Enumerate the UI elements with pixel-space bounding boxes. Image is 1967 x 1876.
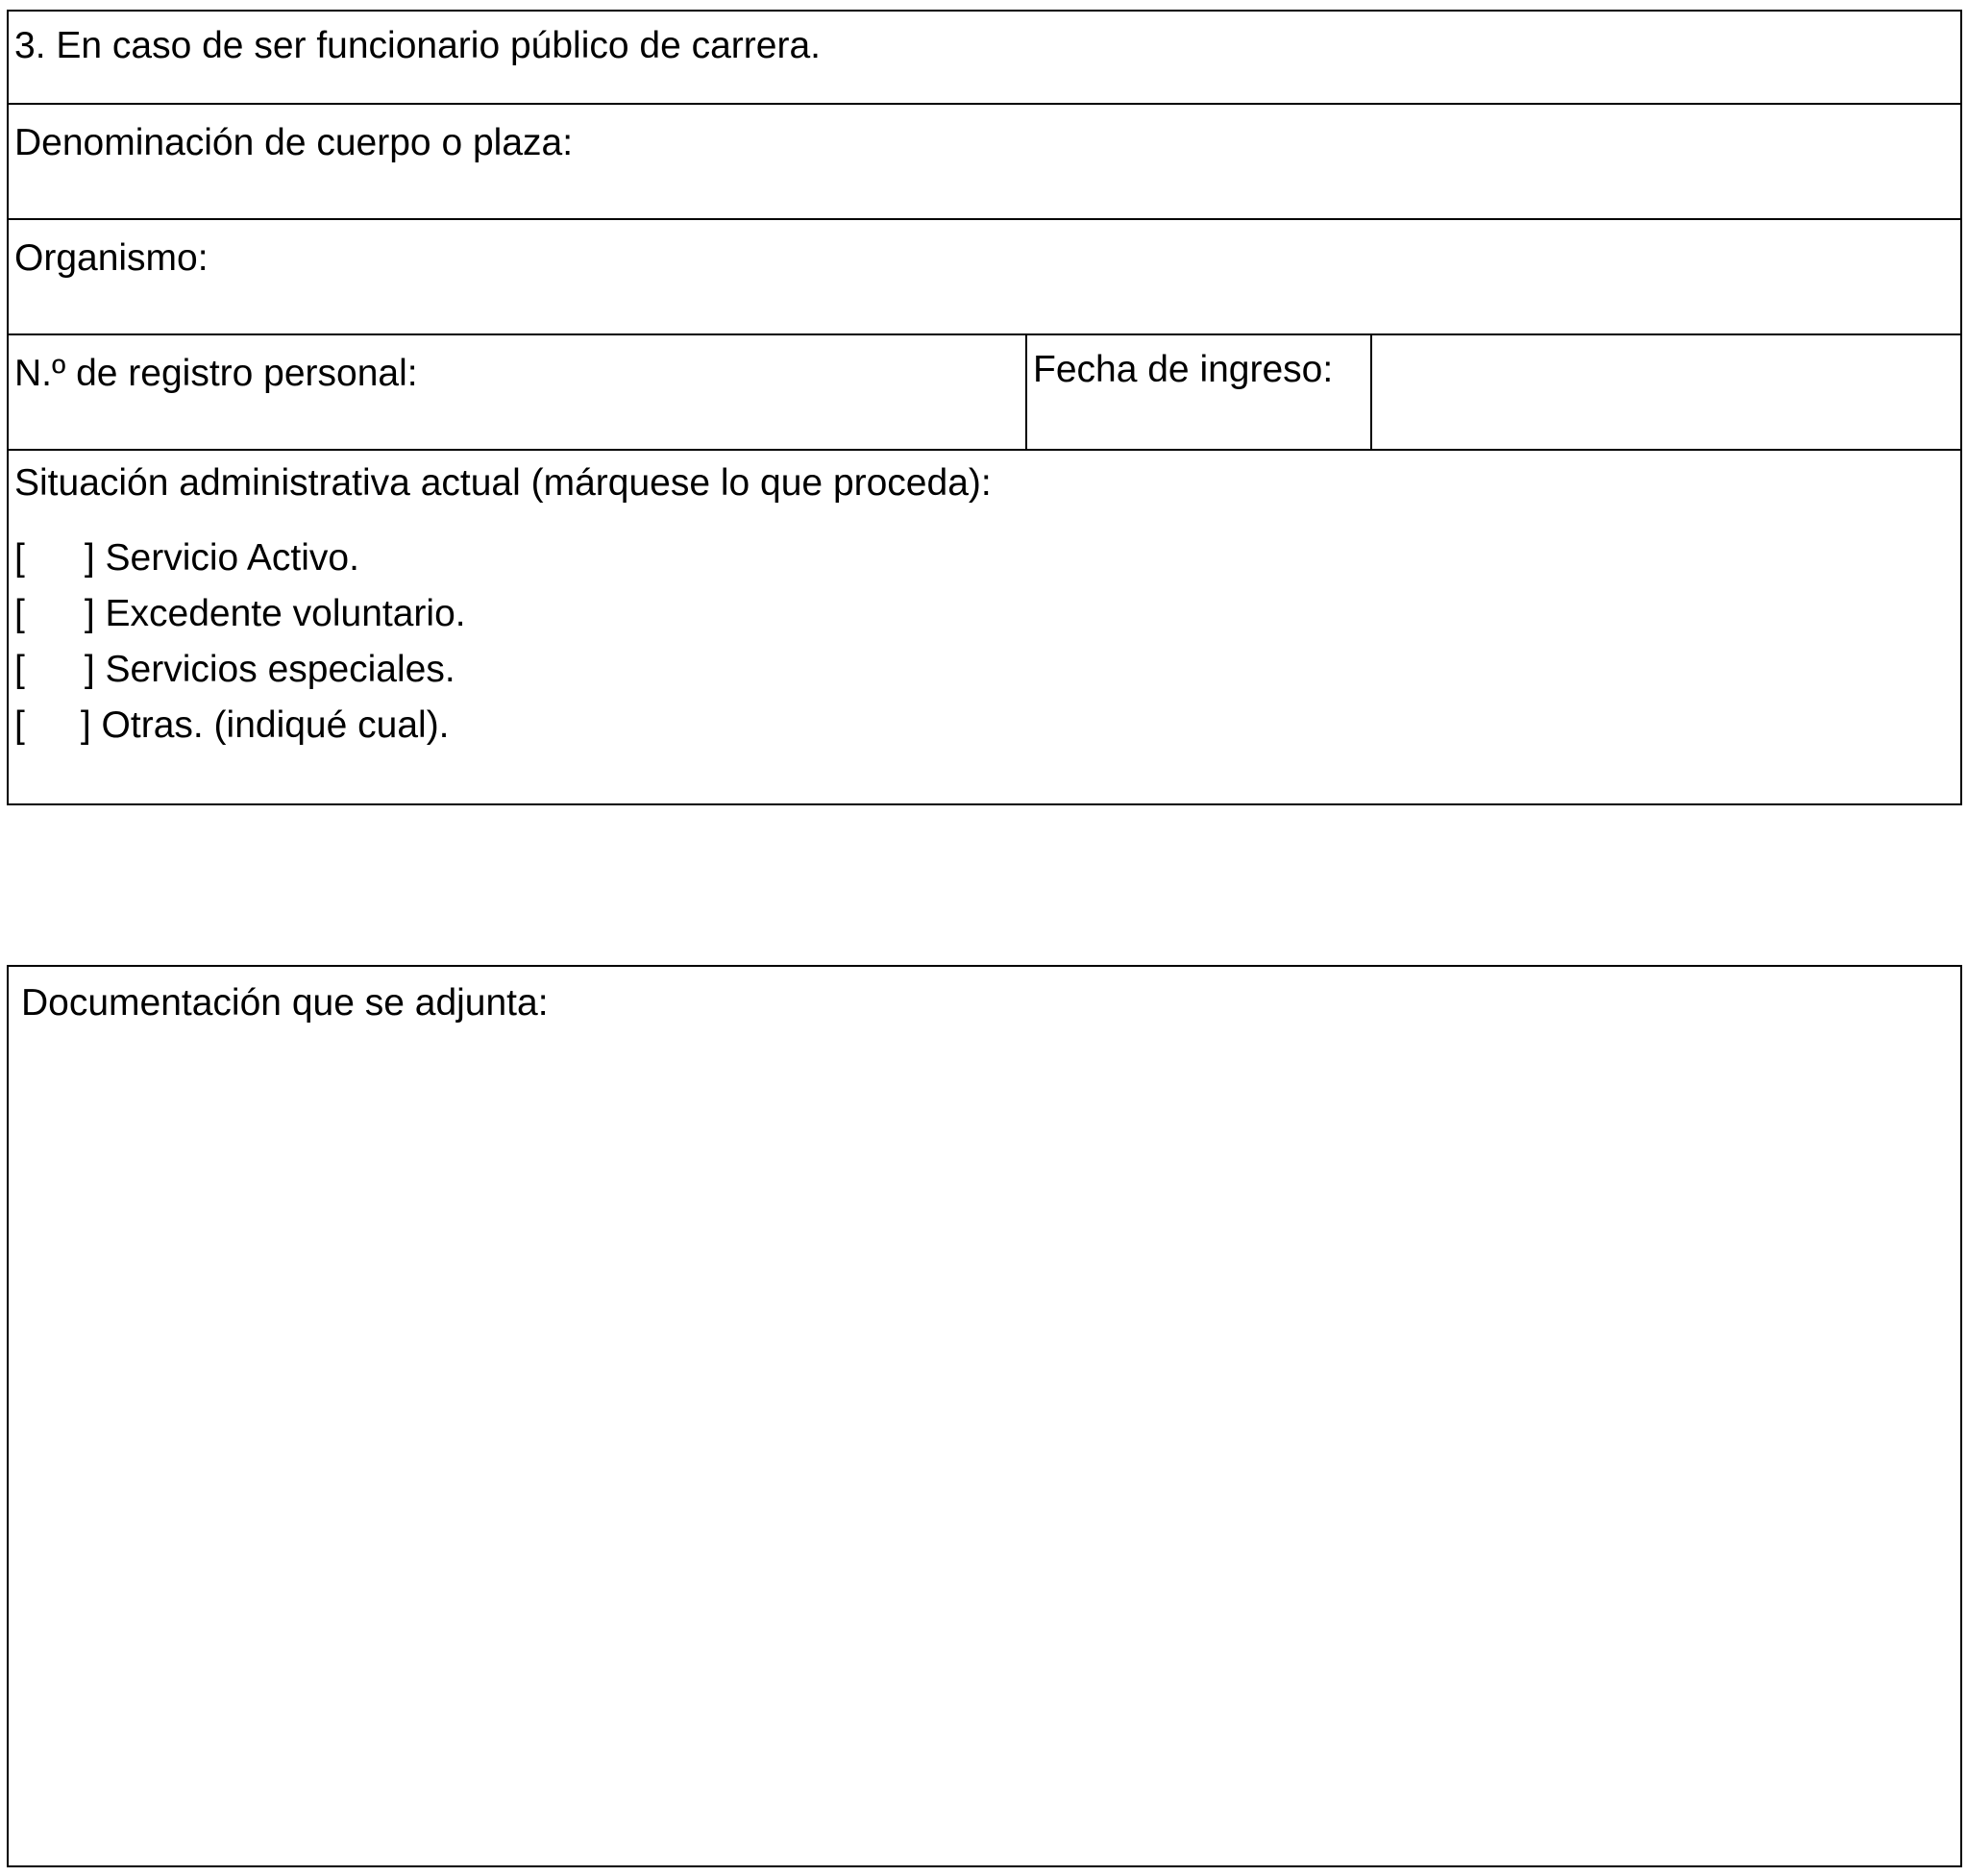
checkbox-close-bracket: ]	[80, 704, 91, 746]
situacion-label: Situación administrativa actual (márquese lo que proceda):	[14, 462, 992, 504]
section-title: 3. En caso de ser funcionario público de carrera.	[14, 25, 821, 66]
registro-fecha-row	[9, 333, 1960, 449]
organismo-label: Organismo:	[14, 237, 209, 279]
checkbox-close-bracket: ]	[84, 649, 95, 690]
option-excedente-voluntario[interactable]	[14, 592, 466, 636]
option-otras[interactable]	[14, 704, 450, 748]
option-label: Servicio Activo.	[105, 537, 359, 579]
checkbox-open-bracket: [	[14, 704, 25, 746]
fecha-field[interactable]	[1370, 335, 1960, 449]
funcionario-form-table	[7, 10, 1962, 805]
denominacion-label: Denominación de cuerpo o plaza:	[14, 122, 574, 163]
organismo-row[interactable]	[9, 218, 1960, 333]
checkbox-close-bracket: ]	[84, 593, 95, 634]
checkbox-open-bracket: [	[14, 537, 25, 579]
documentacion-label: Documentación que se adjunta:	[21, 982, 549, 1024]
section-title-row	[9, 12, 1960, 103]
registro-label: N.º de registro personal:	[14, 353, 418, 394]
fecha-label: Fecha de ingreso:	[1033, 349, 1334, 390]
registro-field[interactable]	[9, 335, 1025, 449]
option-servicio-activo[interactable]	[14, 536, 359, 580]
denominacion-row[interactable]	[9, 103, 1960, 218]
documentacion-box[interactable]	[7, 965, 1962, 1867]
checkbox-close-bracket: ]	[84, 537, 95, 579]
option-label: Servicios especiales.	[105, 649, 455, 690]
option-label: Excedente voluntario.	[105, 593, 466, 634]
situacion-row	[9, 449, 1960, 803]
fecha-label-cell	[1025, 335, 1370, 449]
option-servicios-especiales[interactable]	[14, 648, 455, 692]
checkbox-open-bracket: [	[14, 649, 25, 690]
option-label: Otras. (indiqué cual).	[101, 704, 450, 746]
checkbox-open-bracket: [	[14, 593, 25, 634]
